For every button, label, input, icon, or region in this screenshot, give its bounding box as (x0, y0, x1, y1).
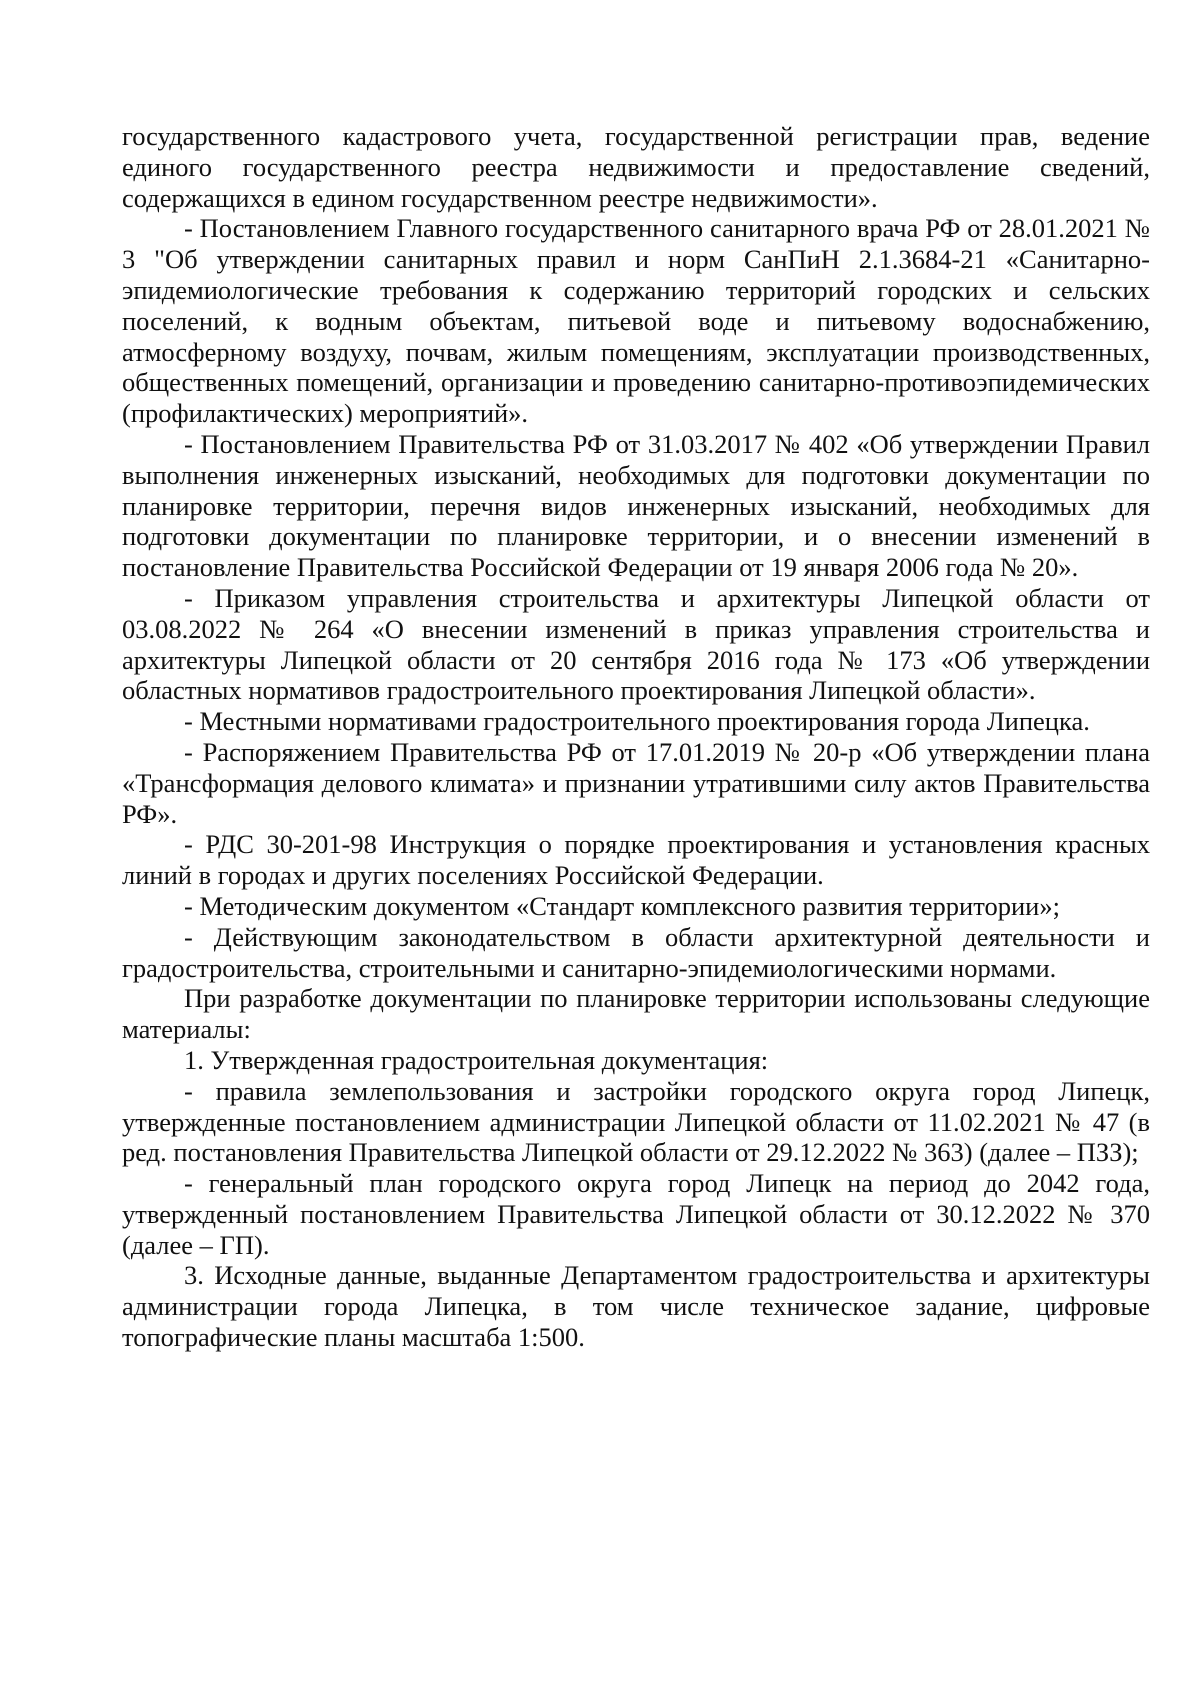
paragraph-rds-instruction: - РДС 30-201-98 Инструкция о порядке проектирования и установления красных линий в городах и других поселениях Российской Федерации. (122, 829, 1150, 891)
paragraph-methodological-document: - Методическим документом «Стандарт комплексного развития территории»; (184, 890, 1060, 921)
paragraph-legislation: - Действующим законодательством в области архитектурной деятельности и градостроительства, строительными и санитарно-эпидемиологическими нормами. (122, 921, 1150, 983)
paragraph-business-climate-order: - Распоряжением Правительства РФ от 17.01.2019 № 20-р «Об утверждении плана «Трансформация делового климата» и признании утратившими силу актов Правительства РФ». (122, 736, 1150, 829)
paragraph-sanpin-decree: - Постановлением Главного государственного санитарного врача РФ от 28.01.2021 № 3 "Об утверждении санитарных правил и норм СанПиН 2.1.3684-21 «Санитарно-эпидемиологические требования к содержанию территорий городских и сельских поселений, к водным объектам, питьевой воде и питьевому водоснабжению, атмосферному воздуху, почвам, жилым помещениям, эксплуатации производственных, общественных помещений, организации и проведению санитарно-противоэпидемических (профилактических) мероприятий». (122, 213, 1150, 429)
list-item-source-data: 3. Исходные данные, выданные Департаментом градостроительства и архитектуры администрации города Липецка, в том числе техническое задание, цифровые топографические планы масштаба 1:500. (122, 1260, 1150, 1353)
paragraph-continuation: государственного кадастрового учета, государственной регистрации прав, ведение единого государственного реестра недвижимости и предоставление сведений, содержащихся в едином государственном реестре недвижимости». (122, 121, 1150, 213)
list-item-approved-documentation: 1. Утвержденная градостроительная документация: (184, 1044, 769, 1075)
paragraph-engineering-surveys-decree: - Постановлением Правительства РФ от 31.03.2017 № 402 «Об утверждении Правил выполнения инженерных изысканий, необходимых для подготовки документации по планировке территории, перечня видов инженерных изысканий, необходимых для подготовки документации по планировке территории, и о внесении изменений в постановление Правительства Российской Федерации от 19 января 2006 года № 20». (122, 428, 1150, 583)
document-page (122, 121, 1150, 1353)
paragraph-materials-intro: При разработке документации по планировке территории использованы следующие материалы: (122, 983, 1150, 1045)
paragraph-lipetsk-order: - Приказом управления строительства и архитектуры Липецкой области от 03.08.2022 № 264 «О внесении изменений в приказ управления строительства и архитектуры Липецкой области от 20 сентября 2016 года № 173 «Об утверждении областных нормативов градостроительного проектирования Липецкой области». (122, 582, 1150, 706)
list-item-land-use-rules: - правила землепользования и застройки городского округа город Липецк, утвержденные постановлением администрации Липецкой области от 11.02.2021 № 47 (в ред. постановления Правительства Липецкой области от 29.12.2022 № 363) (далее – ПЗЗ); (122, 1075, 1150, 1168)
paragraph-local-standards: - Местными нормативами градостроительного проектирования города Липецка. (184, 706, 1090, 737)
list-item-general-plan: - генеральный план городского округа город Липецк на период до 2042 года, утвержденный постановлением Правительства Липецкой области от 30.12.2022 № 370 (далее – ГП). (122, 1168, 1150, 1260)
